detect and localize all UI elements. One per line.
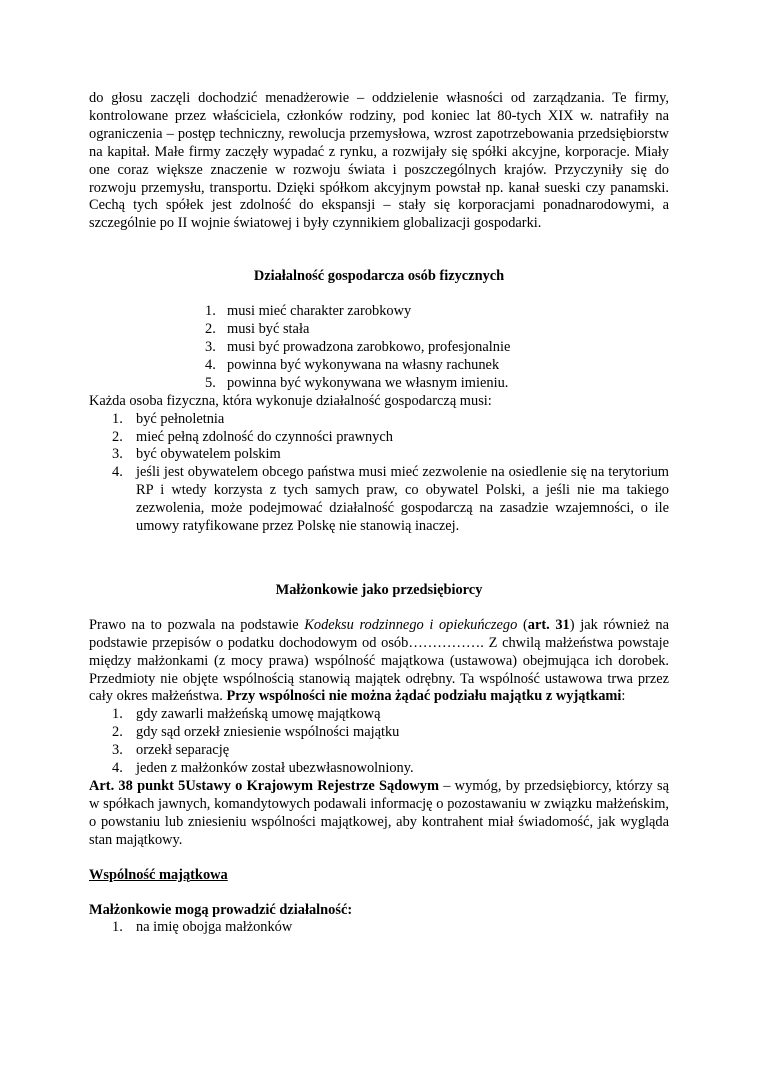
requirements-list (89, 303, 669, 393)
list-item-text: gdy sąd orzekł zniesienie wspólności majątku (136, 724, 400, 741)
list-item (89, 357, 669, 375)
article-ref: art. 31 (527, 616, 570, 633)
list-item-text: mieć pełną zdolność do czynności prawnych (136, 428, 393, 445)
section1-lead: Każda osoba fizyczna, która wykonuje działalność gospodarczą musi: (89, 392, 492, 409)
list-item-text: musi być stała (227, 321, 310, 338)
list-number: 2. (205, 321, 216, 338)
list-item (89, 429, 669, 447)
exceptions-list (89, 706, 669, 778)
document-page (89, 90, 669, 937)
list-number: 3. (205, 338, 216, 355)
law-reference: Art. 38 punkt 5Ustawy o Krajowym Rejestrze Sądowym (89, 778, 439, 794)
list-item (89, 411, 669, 429)
section1-heading: Działalność gospodarcza osób fizycznych (253, 268, 505, 285)
text-run: : (621, 688, 626, 705)
person-conditions-list (89, 411, 669, 536)
list-item-text: gdy zawarli małżeńską umowę majątkową (136, 706, 381, 723)
list-number: 3. (112, 742, 123, 759)
list-number: 4. (112, 760, 123, 777)
list-number: 1. (205, 303, 216, 320)
bold-statement: Przy wspólności nie można żądać podziału majątku z wyjątkami (226, 688, 622, 705)
activity-forms-list (89, 919, 669, 937)
list-item-text: musi mieć charakter zarobkowy (227, 303, 412, 320)
list-number: 4. (112, 464, 123, 481)
text-run: ( (517, 616, 528, 633)
list-number: 4. (205, 356, 216, 373)
list-number: 1. (112, 706, 123, 723)
list-number: 2. (112, 428, 123, 445)
list-item (89, 446, 669, 464)
section2-heading: Małżonkowie jako przedsiębiorcy (275, 581, 483, 598)
list-item (89, 742, 669, 760)
list-item-text: być obywatelem polskim (136, 446, 281, 463)
list-item (89, 375, 669, 393)
section3-subheading: Małżonkowie mogą prowadzić działalność: (89, 901, 353, 918)
intro-paragraph: do głosu zaczęli dochodzić menadżerowie – oddzielenie własności od zarządzania. Te firmy, kontrolowane przez właściciela, członków rodziny, pod koniec lat 80-tych XIX w. natrafiły na ograniczenia – postęp techniczny, rewolucja przemysłowa, wzrost zapotrzebowania przedsiębiorstw na kapitał. Małe firmy zaczęły wypadać z rynku, a rozwijały się spółki akcyjne, korporacje. Miały one coraz większe znaczenie w rozwoju świata i poszczególnych krajów. Przyczyniły się do rozwoju przemysłu, transportu. Dzięki spółkom akcyjnym powstał np. kanał sueski czy panamski. Cechą tych spółek jest zdolność do ekspansji – stały się korporacjami ponadnarodowymi, a szczególnie po II wojnie światowej i były czynnikiem globalizacji gospodarki. (89, 90, 669, 232)
list-item (89, 919, 669, 937)
section2-paragraph-2 (89, 778, 669, 850)
section2-paragraph (89, 617, 669, 707)
list-number: 2. (112, 724, 123, 741)
list-item-text: na imię obojga małżonków (136, 919, 293, 936)
list-item (89, 303, 669, 321)
list-item (89, 464, 669, 536)
list-item-text: powinna być wykonywana na własny rachunek (227, 356, 500, 373)
section3-heading: Wspólność majątkowa (89, 866, 228, 883)
text-run: ) jak również na podstawie przepisów o podatku dochodowym od osób……………. Z chwilą małżeństwa powstaje między małżonkami (z mocy prawa) wspólność majątkowa (ustawowa) obejmująca ich dorobek. Przedmioty nie objęte wspólnością stanowią majątek odrębny. Ta wspólność ustawowa trwa przez cały okres małżeństwa. (89, 616, 669, 705)
list-number: 1. (112, 919, 123, 936)
list-number: 3. (112, 446, 123, 463)
list-item-text: musi być prowadzona zarobkowo, profesjonalnie (227, 338, 511, 355)
list-number: 5. (205, 374, 216, 391)
list-item (89, 339, 669, 357)
list-item (89, 321, 669, 339)
code-title: Kodeksu rodzinnego i opiekuńczego (304, 616, 518, 633)
list-item-text: jeden z małżonków został ubezwłasnowolniony. (136, 760, 414, 777)
list-item (89, 706, 669, 724)
list-item (89, 760, 669, 778)
list-item (89, 724, 669, 742)
list-item-text: jeśli jest obywatelem obcego państwa musi mieć zezwolenie na osiedlenie się na terytorium RP i wtedy korzysta z tych samych praw, co obywatel Polski, a jeśli nie ma takiego zezwolenia, może podejmować działalność gospodarczą na zasadzie wzajemności, o ile umowy ratyfikowane przez Polskę nie stanowią inaczej. (136, 464, 669, 535)
text-run: Prawo na to pozwala na podstawie (89, 616, 305, 633)
list-item-text: być pełnoletnia (136, 410, 225, 427)
list-item-text: orzekł separację (136, 742, 230, 759)
list-number: 1. (112, 410, 123, 427)
list-item-text: powinna być wykonywana we własnym imieniu. (227, 374, 509, 391)
text-run: – wymóg, by przedsiębiorcy, którzy są w spółkach jawnych, komandytowych podawali informację o pozostawaniu w związku małżeńskim, o powstaniu lub zniesieniu wspólności majątkowej, aby kontrahent miał świadomość, jak wygląda stan majątkowy. (89, 778, 669, 848)
